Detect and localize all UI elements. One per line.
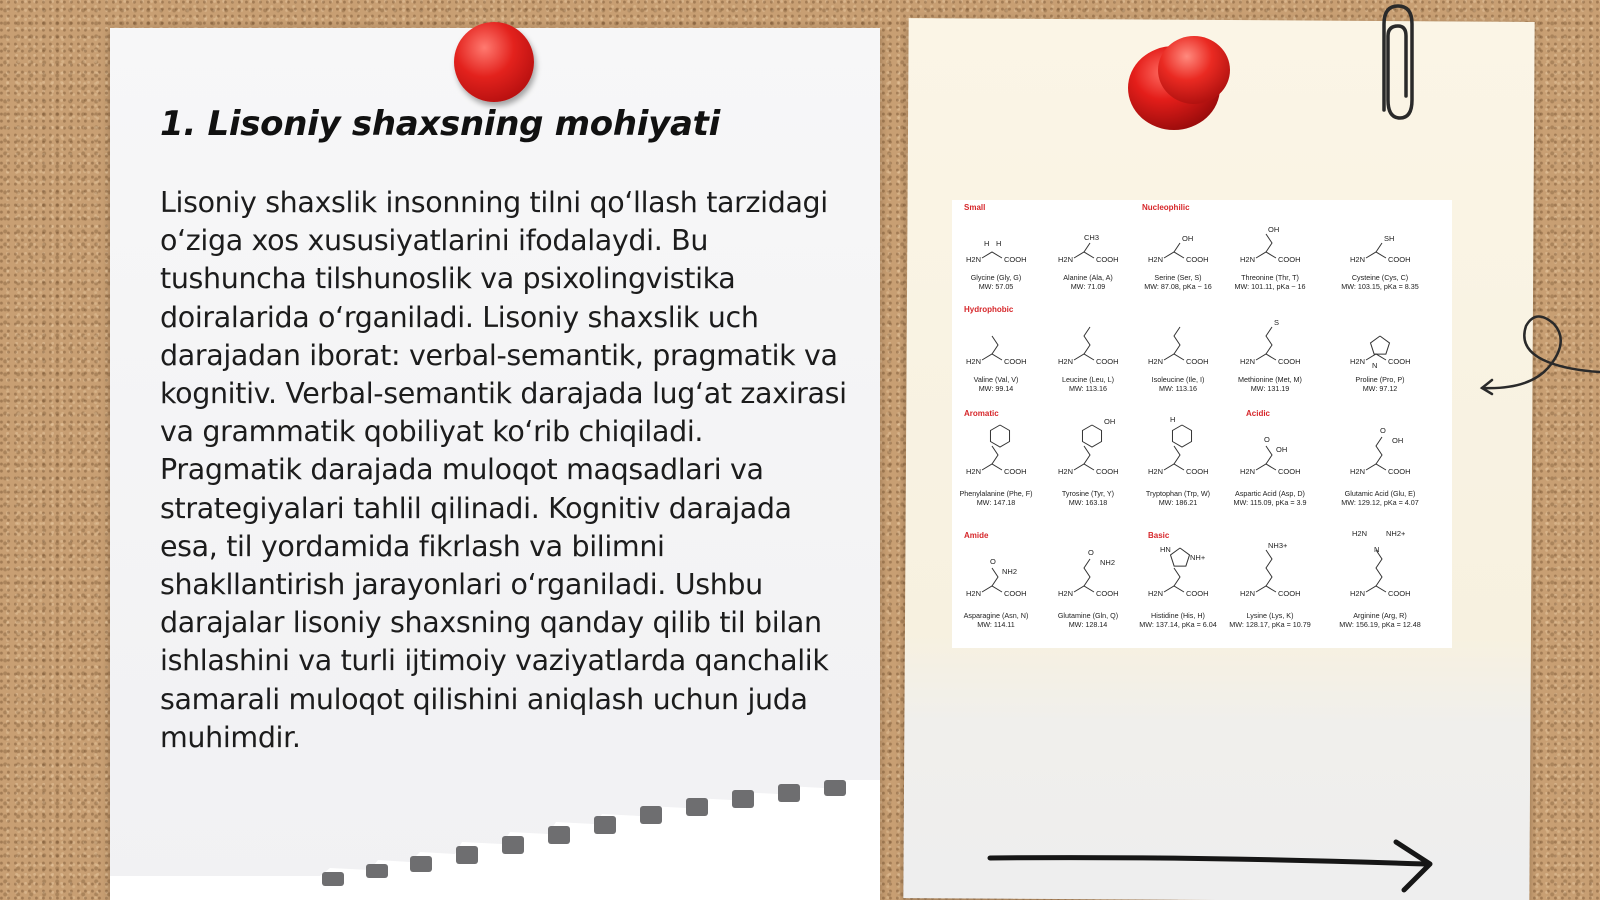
amine-label: H2N xyxy=(1058,255,1074,264)
backbone-bond xyxy=(1074,252,1094,258)
side-chain-bond xyxy=(1376,437,1382,464)
amino-acid-name: Tryptophan (Trp, W) xyxy=(1145,489,1211,498)
atom-label: N xyxy=(1372,361,1378,370)
amino-acid-mw: MW: 57.05 xyxy=(978,282,1014,291)
amine-label: H2N xyxy=(1240,255,1256,264)
side-chain-bond xyxy=(1266,446,1272,464)
backbone-bond xyxy=(982,354,1002,360)
side-chain-bond xyxy=(1376,550,1382,586)
side-chain-bond xyxy=(1084,559,1090,586)
backbone-bond xyxy=(1164,464,1184,470)
side-chain-bond xyxy=(1376,243,1382,252)
amino-acid-name: Methionine (Met, M) xyxy=(1238,375,1302,384)
atom-label: NH2+ xyxy=(1386,529,1406,538)
doodle-arrow-icon xyxy=(1478,312,1600,412)
amino-acid-mw: MW: 101.11, pKa ~ 16 xyxy=(1234,282,1306,291)
amino-acid-name: Aspartic Acid (Asp, D) xyxy=(1235,489,1305,498)
amino-acid-mw: MW: 156.19, pKa = 12.48 xyxy=(1339,620,1421,629)
amino-acid-name: Cysteine (Cys, C) xyxy=(1351,273,1409,282)
amino-acid-name: Histidine (His, H) xyxy=(1151,611,1205,620)
atom-label: H2N xyxy=(1352,529,1368,538)
amino-acid-mw: MW: 186.21 xyxy=(1158,498,1198,507)
proline-ring xyxy=(1370,336,1389,354)
amino-acid-mw: MW: 115.09, pKa = 3.9 xyxy=(1233,498,1307,507)
amine-label: H2N xyxy=(966,589,982,598)
backbone-bond xyxy=(1366,252,1386,258)
atom-label: OH xyxy=(1268,225,1280,234)
amino-acid-mw: MW: 128.17, pKa = 10.79 xyxy=(1229,620,1311,629)
amine-label: H2N xyxy=(1058,357,1074,366)
amino-acid-figure xyxy=(952,200,1452,648)
backbone-bond xyxy=(1074,586,1094,592)
backbone-bond xyxy=(1164,354,1184,360)
body-paragraph: Lisoniy shaxslik insonning tilni qo‘llash tarzidagi o‘ziga xos xususiyatlarini ifodalaydi. Bu tushuncha tilshunoslik va psixolingvistika doiralarida o‘rganiladi. Lisoniy shaxslik uch darajadan iborat: verbal-semantik, pragmatik va kognitiv. Verbal-semantik darajada lug‘at zaxirasi va grammatik qobiliyat ko‘rib chiqiladi. Pragmatik darajada muloqot maqsadlari va strategiyalari tahlil qilinadi. Kognitiv darajada esa, til yordamida fikrlash va bilimni shakllantirish jarayonlari o‘rganiladi. Ushbu darajalar lisoniy shaxsning qanday qilib til bilan ishlashini va turli ijtimoiy vaziyatlarda qanchalik samarali muloqot qilishini aniqlash uchun juda muhimdir. xyxy=(160,186,847,754)
aromatic-ring xyxy=(1172,425,1191,447)
side-chain-bond xyxy=(1084,327,1090,354)
amino-acid-chart xyxy=(952,200,1452,648)
amino-acid-name: Proline (Pro, P) xyxy=(1355,375,1405,384)
group-label: Amide xyxy=(964,531,989,540)
side-chain-bond xyxy=(1174,568,1180,586)
paperclip-icon xyxy=(1370,0,1420,125)
amine-label: H2N xyxy=(1240,589,1256,598)
atom-label: O xyxy=(990,557,996,566)
side-chain-bond xyxy=(992,446,998,464)
page-title: 1. Lisoniy shaxsning mohiyati xyxy=(160,104,720,144)
atom-label: NH3+ xyxy=(1268,541,1288,550)
amino-acid-mw: MW: 131.19 xyxy=(1250,384,1290,393)
amino-acid-mw: MW: 99.14 xyxy=(978,384,1014,393)
side-chain-bond xyxy=(1266,327,1272,354)
atom-label: OH xyxy=(1182,234,1194,243)
amine-label: H2N xyxy=(1240,357,1256,366)
amino-acid-mw: MW: 163.18 xyxy=(1068,498,1108,507)
backbone-bond xyxy=(1074,354,1094,360)
atom-label: O xyxy=(1380,426,1386,435)
amine-label: H2N xyxy=(1350,255,1366,264)
acid-label: COOH xyxy=(1278,467,1301,476)
amino-acid-mw: MW: 114.11 xyxy=(977,620,1015,629)
side-chain-bond xyxy=(992,568,998,586)
amine-label: H2N xyxy=(966,467,982,476)
amine-label: H2N xyxy=(1148,255,1164,264)
amino-acid-mw: MW: 113.16 xyxy=(1158,384,1198,393)
acid-label: COOH xyxy=(1186,589,1209,598)
backbone-bond xyxy=(1256,252,1276,258)
amino-acid-mw: MW: 147.18 xyxy=(976,498,1016,507)
acid-label: COOH xyxy=(1278,357,1301,366)
backbone-bond xyxy=(1256,586,1276,592)
acid-label: COOH xyxy=(1004,357,1027,366)
atom-label: H xyxy=(1170,415,1176,424)
amino-acid-name: Tyrosine (Tyr, Y) xyxy=(1061,489,1115,498)
acid-label: COOH xyxy=(1096,589,1119,598)
amino-acid-mw: MW: 87.08, pKa ~ 16 xyxy=(1144,282,1212,291)
amino-acid-name: Threonine (Thr, T) xyxy=(1241,273,1299,282)
amine-label: H2N xyxy=(1148,357,1164,366)
acid-label: COOH xyxy=(1186,357,1209,366)
side-chain-bond xyxy=(1084,243,1090,252)
acid-label: COOH xyxy=(1388,357,1411,366)
amino-acid-name: Arginine (Arg, R) xyxy=(1353,611,1407,620)
aromatic-ring xyxy=(990,425,1009,447)
backbone-bond xyxy=(1256,464,1276,470)
group-label: Hydrophobic xyxy=(964,305,1014,314)
amine-label: H2N xyxy=(1350,357,1366,366)
atom-label: HN xyxy=(1160,545,1171,554)
aromatic-ring xyxy=(1082,425,1101,447)
atom-label: H xyxy=(996,239,1002,248)
backbone-bond xyxy=(1074,464,1094,470)
backbone-bond xyxy=(1164,586,1184,592)
side-chain-bond xyxy=(1174,327,1180,354)
side-chain-bond xyxy=(1084,446,1090,464)
atom-label: OH xyxy=(1104,417,1116,426)
atom-label: H xyxy=(984,239,990,248)
atom-label: O xyxy=(1088,548,1094,557)
backbone-bond xyxy=(982,586,1002,592)
amino-acid-mw: MW: 113.16 xyxy=(1068,384,1108,393)
amino-acid-name: Serine (Ser, S) xyxy=(1154,273,1202,282)
backbone-bond xyxy=(1256,354,1276,360)
amine-label: H2N xyxy=(966,255,982,264)
amino-acid-mw: MW: 129.12, pKa = 4.07 xyxy=(1341,498,1419,507)
acid-label: COOH xyxy=(1004,467,1027,476)
group-label: Acidic xyxy=(1246,409,1271,418)
group-label: Aromatic xyxy=(964,409,999,418)
acid-label: COOH xyxy=(1278,255,1301,264)
group-label: Small xyxy=(964,203,986,212)
amino-acid-mw: MW: 103.15, pKa = 8.35 xyxy=(1341,282,1419,291)
acid-label: COOH xyxy=(1096,467,1119,476)
amino-acid-name: Leucine (Leu, L) xyxy=(1062,375,1114,384)
amine-label: H2N xyxy=(1058,467,1074,476)
acid-label: COOH xyxy=(1388,589,1411,598)
amine-label: H2N xyxy=(1148,467,1164,476)
acid-label: COOH xyxy=(1186,255,1209,264)
atom-label: SH xyxy=(1384,234,1395,243)
amino-acid-name: Glycine (Gly, G) xyxy=(970,273,1022,282)
amino-acid-mw: MW: 128.14 xyxy=(1068,620,1108,629)
amino-acid-mw: MW: 137.14, pKa = 6.04 xyxy=(1139,620,1217,629)
red-pushpin-right xyxy=(1124,32,1232,132)
atom-label: NH+ xyxy=(1190,553,1206,562)
amino-acid-name: Isoleucine (Ile, I) xyxy=(1151,375,1205,384)
backbone-bond xyxy=(982,252,1002,258)
side-chain-bond xyxy=(1266,234,1272,252)
atom-label: N xyxy=(1374,545,1380,554)
acid-label: COOH xyxy=(1096,255,1119,264)
atom-label: NH2 xyxy=(1002,567,1018,576)
acid-label: COOH xyxy=(1388,255,1411,264)
side-chain-bond xyxy=(1174,446,1180,464)
group-label: Basic xyxy=(1148,531,1170,540)
amino-acid-name: Glutamic Acid (Glu, E) xyxy=(1344,489,1416,498)
acid-label: COOH xyxy=(1004,255,1027,264)
backbone-bond xyxy=(1366,354,1386,360)
atom-label: O xyxy=(1264,435,1270,444)
acid-label: COOH xyxy=(1388,467,1411,476)
atom-label: OH xyxy=(1392,436,1404,445)
side-chain-bond xyxy=(1266,550,1272,586)
amine-label: H2N xyxy=(1350,589,1366,598)
amino-acid-name: Phenylalanine (Phe, F) xyxy=(959,489,1033,498)
torn-paper-edge xyxy=(110,780,880,900)
amino-acid-mw: MW: 97.12 xyxy=(1362,384,1398,393)
amine-label: H2N xyxy=(1148,589,1164,598)
atom-label: NH2 xyxy=(1100,558,1116,567)
amino-acid-name: Asparagine (Asn, N) xyxy=(963,611,1029,620)
side-chain-bond xyxy=(1174,243,1180,252)
amino-acid-mw: MW: 71.09 xyxy=(1070,282,1106,291)
amine-label: H2N xyxy=(1350,467,1366,476)
atom-label: S xyxy=(1274,318,1280,327)
atom-label: CH3 xyxy=(1084,233,1100,242)
amino-acid-name: Valine (Val, V) xyxy=(973,375,1019,384)
amine-label: H2N xyxy=(966,357,982,366)
amino-acid-name: Lysine (Lys, K) xyxy=(1246,611,1294,620)
acid-label: COOH xyxy=(1004,589,1027,598)
backbone-bond xyxy=(1164,252,1184,258)
acid-label: COOH xyxy=(1278,589,1301,598)
backbone-bond xyxy=(982,464,1002,470)
amino-acid-name: Glutamine (Gln, Q) xyxy=(1057,611,1119,620)
backbone-bond xyxy=(1366,586,1386,592)
amino-acid-name: Alanine (Ala, A) xyxy=(1063,273,1113,282)
group-label: Nucleophilic xyxy=(1142,203,1190,212)
red-pushpin-left xyxy=(454,22,534,102)
side-chain-bond xyxy=(992,336,998,354)
amine-label: H2N xyxy=(1058,589,1074,598)
acid-label: COOH xyxy=(1096,357,1119,366)
acid-label: COOH xyxy=(1186,467,1209,476)
imidazole-ring xyxy=(1170,548,1189,566)
amine-label: H2N xyxy=(1240,467,1256,476)
right-arrow-icon xyxy=(986,838,1446,898)
backbone-bond xyxy=(1366,464,1386,470)
atom-label: OH xyxy=(1276,445,1288,454)
